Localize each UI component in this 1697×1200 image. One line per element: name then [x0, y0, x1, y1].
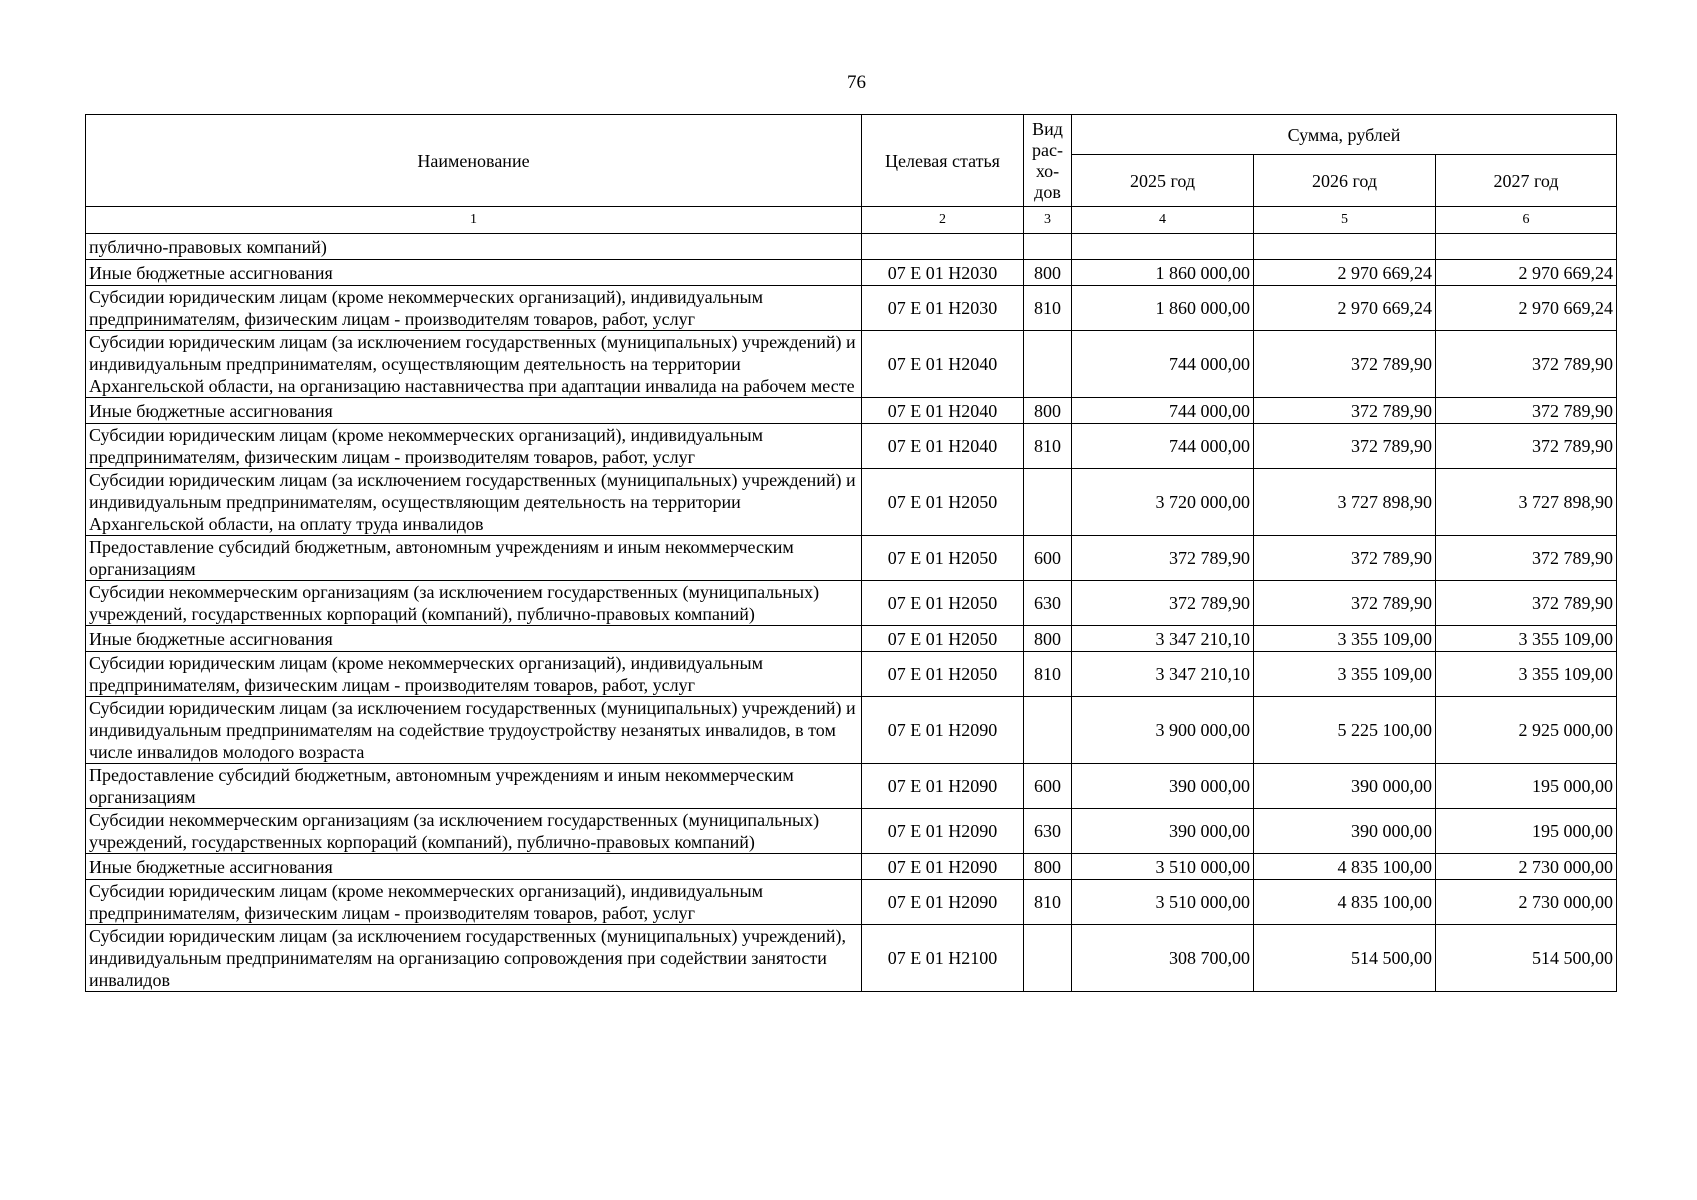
header-year-2027: 2027 год — [1436, 155, 1617, 207]
row-name: Субсидии юридическим лицам (за исключением государственных (муниципальных) учреждений) и индивидуальным предпринимателям на содействие трудоустройству незанятых инвалидов, в том числе инвалидов молодого возраста — [86, 697, 862, 764]
row-sum-2026: 372 789,90 — [1254, 536, 1436, 581]
row-sum-2027: 2 970 669,24 — [1436, 286, 1617, 331]
header-target-article: Целевая статья — [862, 115, 1024, 207]
row-expense-type: 810 — [1024, 652, 1072, 697]
row-sum-2025: 744 000,00 — [1072, 331, 1254, 398]
row-name: Иные бюджетные ассигнования — [86, 626, 862, 652]
row-sum-2025: 3 347 210,10 — [1072, 652, 1254, 697]
row-sum-2027: 372 789,90 — [1436, 581, 1617, 626]
row-sum-2027: 2 925 000,00 — [1436, 697, 1617, 764]
row-sum-2027: 2 970 669,24 — [1436, 260, 1617, 286]
row-sum-2026: 372 789,90 — [1254, 424, 1436, 469]
row-name: Иные бюджетные ассигнования — [86, 398, 862, 424]
row-sum-2025: 1 860 000,00 — [1072, 260, 1254, 286]
table-row — [86, 854, 1617, 880]
row-expense-type — [1024, 234, 1072, 260]
row-sum-2026 — [1254, 234, 1436, 260]
row-target-article: 07 Е 01 Н2050 — [862, 581, 1024, 626]
row-sum-2027: 2 730 000,00 — [1436, 854, 1617, 880]
row-expense-type: 600 — [1024, 536, 1072, 581]
row-target-article: 07 Е 01 Н2090 — [862, 880, 1024, 925]
row-sum-2027: 372 789,90 — [1436, 398, 1617, 424]
row-target-article: 07 Е 01 Н2050 — [862, 626, 1024, 652]
table-row — [86, 469, 1617, 536]
table-row — [86, 331, 1617, 398]
table-row — [86, 581, 1617, 626]
column-number: 5 — [1254, 207, 1436, 234]
header-year-2025: 2025 год — [1072, 155, 1254, 207]
row-target-article: 07 Е 01 Н2100 — [862, 925, 1024, 992]
row-expense-type: 800 — [1024, 626, 1072, 652]
table-row — [86, 697, 1617, 764]
row-expense-type: 800 — [1024, 854, 1072, 880]
row-sum-2027: 3 355 109,00 — [1436, 652, 1617, 697]
row-sum-2027: 3 355 109,00 — [1436, 626, 1617, 652]
header-expense-type-line: дов — [1034, 181, 1061, 202]
table-row — [86, 652, 1617, 697]
table-row — [86, 286, 1617, 331]
row-sum-2025: 3 900 000,00 — [1072, 697, 1254, 764]
row-sum-2027: 3 727 898,90 — [1436, 469, 1617, 536]
row-sum-2025: 3 720 000,00 — [1072, 469, 1254, 536]
header-expense-type-line: хо- — [1035, 160, 1060, 181]
budget-table — [85, 114, 1617, 992]
row-sum-2026: 390 000,00 — [1254, 764, 1436, 809]
table-row — [86, 260, 1617, 286]
row-target-article: 07 Е 01 Н2090 — [862, 809, 1024, 854]
row-sum-2026: 372 789,90 — [1254, 581, 1436, 626]
row-sum-2027: 195 000,00 — [1436, 764, 1617, 809]
row-expense-type: 630 — [1024, 809, 1072, 854]
row-target-article: 07 Е 01 Н2030 — [862, 286, 1024, 331]
row-sum-2026: 372 789,90 — [1254, 331, 1436, 398]
row-sum-2025: 3 510 000,00 — [1072, 880, 1254, 925]
row-expense-type — [1024, 925, 1072, 992]
row-name: Субсидии некоммерческим организациям (за исключением государственных (муниципальных) учреждений, государственных корпораций (компаний), публично-правовых компаний) — [86, 809, 862, 854]
row-sum-2025: 372 789,90 — [1072, 536, 1254, 581]
row-target-article: 07 Е 01 Н2050 — [862, 536, 1024, 581]
row-target-article: 07 Е 01 Н2040 — [862, 398, 1024, 424]
header-year-2026: 2026 год — [1254, 155, 1436, 207]
column-number-row — [86, 207, 1617, 234]
row-expense-type — [1024, 331, 1072, 398]
row-sum-2025: 372 789,90 — [1072, 581, 1254, 626]
row-expense-type: 800 — [1024, 398, 1072, 424]
row-expense-type: 810 — [1024, 286, 1072, 331]
row-sum-2026: 372 789,90 — [1254, 398, 1436, 424]
table-body — [86, 234, 1617, 992]
column-number: 3 — [1024, 207, 1072, 234]
header-sum: Сумма, рублей — [1072, 115, 1617, 155]
page-number: 76 — [847, 72, 866, 93]
row-expense-type — [1024, 469, 1072, 536]
row-sum-2026: 5 225 100,00 — [1254, 697, 1436, 764]
row-sum-2025: 744 000,00 — [1072, 424, 1254, 469]
row-sum-2025: 1 860 000,00 — [1072, 286, 1254, 331]
table-row — [86, 234, 1617, 260]
row-name: Субсидии юридическим лицам (за исключением государственных (муниципальных) учреждений), индивидуальным предпринимателям на организацию сопровождения при содействии занятости инвалидов — [86, 925, 862, 992]
row-name: Субсидии юридическим лицам (кроме некоммерческих организаций), индивидуальным предпринимателям, физическим лицам - производителям товаров, работ, услуг — [86, 652, 862, 697]
row-sum-2025: 3 510 000,00 — [1072, 854, 1254, 880]
row-sum-2026: 390 000,00 — [1254, 809, 1436, 854]
row-name: Субсидии юридическим лицам (кроме некоммерческих организаций), индивидуальным предпринимателям, физическим лицам - производителям товаров, работ, услуг — [86, 880, 862, 925]
row-sum-2026: 2 970 669,24 — [1254, 286, 1436, 331]
row-name: Субсидии юридическим лицам (кроме некоммерческих организаций), индивидуальным предпринимателям, физическим лицам - производителям товаров, работ, услуг — [86, 286, 862, 331]
row-name: Субсидии юридическим лицам (кроме некоммерческих организаций), индивидуальным предпринимателям, физическим лицам - производителям товаров, работ, услуг — [86, 424, 862, 469]
row-sum-2026: 514 500,00 — [1254, 925, 1436, 992]
row-sum-2026: 3 727 898,90 — [1254, 469, 1436, 536]
header-expense-type-line: Вид — [1032, 118, 1063, 139]
table-row — [86, 536, 1617, 581]
row-sum-2027: 372 789,90 — [1436, 536, 1617, 581]
row-name: Иные бюджетные ассигнования — [86, 260, 862, 286]
header-expense-type-line: рас- — [1032, 139, 1063, 160]
table-row — [86, 809, 1617, 854]
table-row — [86, 880, 1617, 925]
row-target-article — [862, 234, 1024, 260]
column-number: 6 — [1436, 207, 1617, 234]
row-target-article: 07 Е 01 Н2050 — [862, 469, 1024, 536]
row-sum-2025: 308 700,00 — [1072, 925, 1254, 992]
row-name: Субсидии юридическим лицам (за исключением государственных (муниципальных) учреждений) и индивидуальным предпринимателям, осуществляющим деятельность на территории Архангельской области, на организацию наставничества при адаптации инвалида на рабочем месте — [86, 331, 862, 398]
row-sum-2027: 372 789,90 — [1436, 424, 1617, 469]
header-expense-type — [1024, 115, 1072, 207]
row-target-article: 07 Е 01 Н2050 — [862, 652, 1024, 697]
table-row — [86, 764, 1617, 809]
row-sum-2027: 372 789,90 — [1436, 331, 1617, 398]
row-sum-2025: 390 000,00 — [1072, 764, 1254, 809]
row-sum-2027: 2 730 000,00 — [1436, 880, 1617, 925]
row-name: Предоставление субсидий бюджетным, автономным учреждениям и иным некоммерческим организациям — [86, 764, 862, 809]
row-target-article: 07 Е 01 Н2090 — [862, 764, 1024, 809]
row-target-article: 07 Е 01 Н2090 — [862, 854, 1024, 880]
row-name: Субсидии некоммерческим организациям (за исключением государственных (муниципальных) учреждений, государственных корпораций (компаний), публично-правовых компаний) — [86, 581, 862, 626]
row-sum-2026: 3 355 109,00 — [1254, 626, 1436, 652]
row-name: Предоставление субсидий бюджетным, автономным учреждениям и иным некоммерческим организациям — [86, 536, 862, 581]
row-expense-type — [1024, 697, 1072, 764]
row-expense-type: 600 — [1024, 764, 1072, 809]
row-sum-2027: 195 000,00 — [1436, 809, 1617, 854]
row-target-article: 07 Е 01 Н2040 — [862, 424, 1024, 469]
row-sum-2026: 4 835 100,00 — [1254, 880, 1436, 925]
column-number: 1 — [86, 207, 862, 234]
row-sum-2025: 3 347 210,10 — [1072, 626, 1254, 652]
row-expense-type: 810 — [1024, 880, 1072, 925]
row-expense-type: 800 — [1024, 260, 1072, 286]
column-number: 2 — [862, 207, 1024, 234]
row-expense-type: 630 — [1024, 581, 1072, 626]
row-sum-2026: 3 355 109,00 — [1254, 652, 1436, 697]
table-row — [86, 398, 1617, 424]
column-number: 4 — [1072, 207, 1254, 234]
header-name: Наименование — [86, 115, 862, 207]
row-sum-2025 — [1072, 234, 1254, 260]
row-target-article: 07 Е 01 Н2040 — [862, 331, 1024, 398]
row-name: публично-правовых компаний) — [86, 234, 862, 260]
row-name: Субсидии юридическим лицам (за исключением государственных (муниципальных) учреждений) и индивидуальным предпринимателям, осуществляющим деятельность на территории Архангельской области, на оплату труда инвалидов — [86, 469, 862, 536]
row-expense-type: 810 — [1024, 424, 1072, 469]
row-sum-2027 — [1436, 234, 1617, 260]
row-sum-2025: 744 000,00 — [1072, 398, 1254, 424]
table-row — [86, 925, 1617, 992]
table-row — [86, 424, 1617, 469]
row-target-article: 07 Е 01 Н2090 — [862, 697, 1024, 764]
row-sum-2025: 390 000,00 — [1072, 809, 1254, 854]
table-row — [86, 626, 1617, 652]
row-name: Иные бюджетные ассигнования — [86, 854, 862, 880]
row-target-article: 07 Е 01 Н2030 — [862, 260, 1024, 286]
row-sum-2026: 2 970 669,24 — [1254, 260, 1436, 286]
row-sum-2026: 4 835 100,00 — [1254, 854, 1436, 880]
row-sum-2027: 514 500,00 — [1436, 925, 1617, 992]
